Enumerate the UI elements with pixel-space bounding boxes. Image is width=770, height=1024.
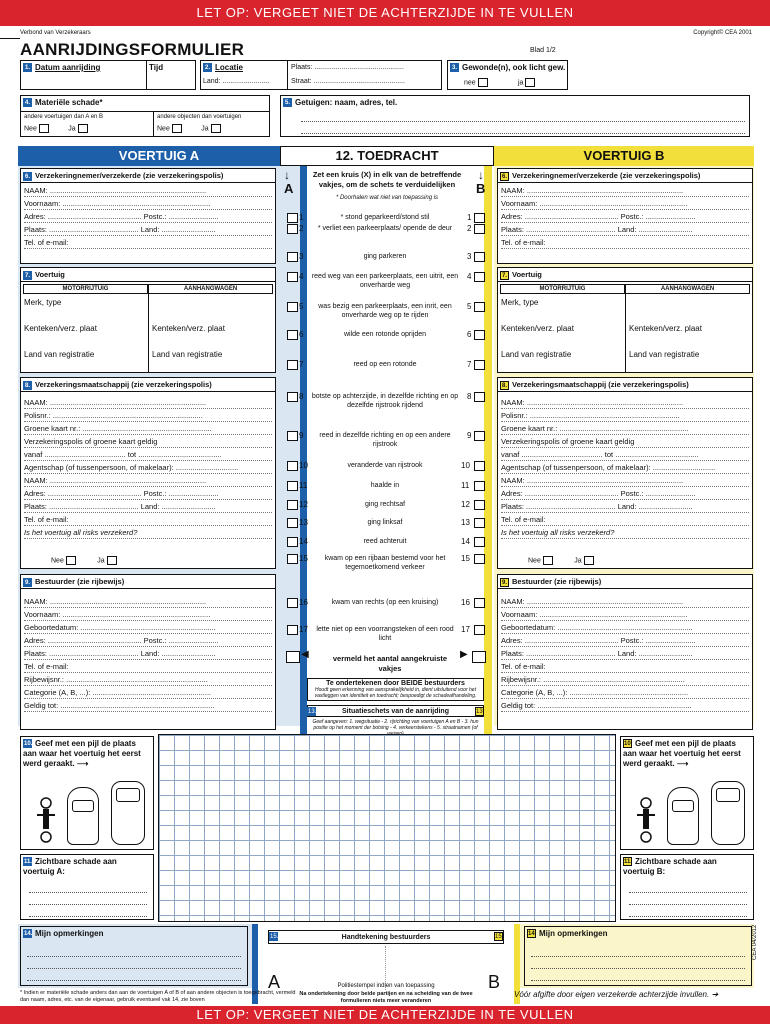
field-number: 15.: [270, 934, 279, 940]
circumstance-3-label: ging parkeren: [363, 253, 407, 260]
circumstance-2-label: * verliet een parkeerplaats/ opende de deur: [317, 225, 453, 232]
circumstance-5-label: was bezig een parkeerplaats, een inrit, een onverharde weg op te rijden: [318, 303, 452, 319]
a-allrisk-yes: Ja: [97, 557, 105, 565]
arrow-down-b-icon: ↓: [478, 168, 484, 182]
a-policyholder-label: Verzekeringnemer/verzekerde (zie verzekeringspolis): [35, 171, 224, 180]
a-ins-geldig: Verzekeringspolis of groene kaart geldig: [24, 435, 272, 448]
circumstance-9-a-checkbox[interactable]: [287, 431, 298, 441]
circumstance-number: 16: [299, 598, 308, 607]
circumstance-number: 17: [461, 625, 470, 634]
complete-back-text: Vóór afgifte door eigen verzekerde achterzijde invullen.: [514, 990, 710, 999]
field-number: 7.: [501, 272, 507, 279]
field-number: 9.: [501, 579, 507, 586]
police-stamp-label: Politiestempel indien van toepassing: [337, 983, 435, 989]
injured-yes-checkbox[interactable]: [525, 78, 535, 87]
circumstance-10-label: veranderde van rijstrook: [347, 462, 423, 469]
field-number: 11.: [624, 859, 633, 866]
circumstance-number: 16: [461, 598, 470, 607]
b-impact-point-section[interactable]: [620, 736, 754, 850]
b-ins-geldig: Verzekeringspolis of groene kaart geldig: [501, 435, 749, 448]
b-naam: NAAM: ...........................................................................: [501, 184, 749, 197]
vehicle-b-header: VOERTUIG B: [494, 146, 754, 166]
circumstance-number: 2: [467, 224, 472, 233]
circumstance-number: 12: [299, 500, 308, 509]
circumstance-13-b-checkbox[interactable]: [474, 518, 485, 528]
circumstance-16-label: kwam van rechts (op een kruising): [331, 599, 439, 606]
b-drv-rijbewijs: Rijbewijsnr.: ....................................................................: [501, 673, 749, 686]
field-date[interactable]: [20, 60, 196, 90]
field-number: 6.: [501, 173, 507, 180]
a-allrisk-yes-checkbox[interactable]: [107, 556, 117, 565]
circumstance-number: 13: [299, 518, 308, 527]
circumstance-number: 4: [299, 272, 304, 281]
circumstance-11-a-checkbox[interactable]: [287, 481, 298, 491]
b-visible-damage-label: Zichtbare schade aan voertuig B:: [623, 857, 717, 876]
damage-a-no-label: Nee: [24, 125, 37, 133]
b-trailer-header: AANHANGWAGEN: [625, 284, 750, 294]
field-number: 13.: [476, 709, 485, 715]
a-driver-label: Bestuurder (zie rijbewijs): [35, 577, 125, 586]
b-drv-voornaam: Voornaam: .......................................................................: [501, 608, 749, 621]
b-driver-section[interactable]: [497, 574, 753, 730]
circumstance-17-b-checkbox[interactable]: [474, 625, 485, 635]
a-drv-voornaam: Voornaam: .......................................................................: [24, 608, 272, 621]
a-ins-groene: Groene kaart nr.: ..............................................................: [24, 422, 272, 435]
damage-a-yes-label: Ja: [68, 125, 76, 133]
field-witnesses[interactable]: [280, 95, 750, 137]
b-vehicle-section[interactable]: [497, 267, 753, 373]
vehicle-a-header: VOERTUIG A: [18, 146, 300, 166]
b-trailer-kenteken: Kenteken/verz. plaat: [629, 324, 702, 333]
circumstance-5-a-checkbox[interactable]: [287, 302, 298, 312]
circumstance-15-a-checkbox[interactable]: [287, 554, 298, 564]
circumstance-7-label: reed op een rotonde: [353, 361, 417, 368]
circumstance-4-b-checkbox[interactable]: [474, 272, 485, 282]
circumstance-number: 5: [299, 302, 304, 311]
a-ins-polis: Polisnr.: ........................................................................: [24, 409, 272, 422]
field-injured[interactable]: [447, 60, 568, 90]
page-number: Blad 1/2: [530, 47, 556, 54]
a-ins-naam: NAAM: ...........................................................................: [24, 396, 272, 409]
a-ins-agent: Agentschap (of tussenpersoon, of makelaar): ..............................: [24, 461, 272, 474]
circumstance-8-a-checkbox[interactable]: [287, 392, 298, 402]
circumstance-10-a-checkbox[interactable]: [287, 461, 298, 471]
circumstance-15-b-checkbox[interactable]: [474, 554, 485, 564]
circumstance-11-b-checkbox[interactable]: [474, 481, 485, 491]
car-icon: [67, 787, 99, 845]
truck-icon: [711, 781, 745, 845]
b-insurer-label: Verzekeringsmaatschappij (zie verzekeringspolis): [512, 380, 689, 389]
b-impact-label: Geef met een pijl de plaats aan waar het voertuig het eerst werd geraakt.: [623, 739, 741, 768]
circumstance-1-b-checkbox[interactable]: [474, 213, 485, 223]
circumstance-number: 6: [299, 330, 304, 339]
b-ins-tel: Tel. of e-mail:: [501, 513, 749, 526]
b-allrisk-no: Nee: [528, 557, 541, 565]
circumstance-number: 2: [299, 224, 304, 233]
a-ins-naam2: NAAM: ...........................................................................: [24, 474, 272, 487]
b-tel: Tel. of e-mail:: [501, 236, 749, 249]
complete-back-notice: [514, 990, 718, 999]
a-ins-vanaf: vanaf ....................................... tot ........................................: [24, 448, 272, 461]
b-drv-geboorte: Geboortedatum: .................................................................: [501, 621, 749, 634]
circumstance-number: 15: [299, 554, 308, 563]
circumstance-9-b-checkbox[interactable]: [474, 431, 485, 441]
circumstance-1-label: * stond geparkeerd/stond stil: [340, 214, 430, 221]
a-impact-label: Geef met een pijl de plaats aan waar het voertuig het eerst werd geraakt.: [23, 739, 141, 768]
circumstance-7-b-checkbox[interactable]: [474, 360, 485, 370]
circumstance-8-b-checkbox[interactable]: [474, 392, 485, 402]
arrow-left-icon: ◀: [301, 649, 309, 660]
circumstance-11-label: haalde in: [370, 482, 400, 489]
a-drv-adres: Adres: ............................................. Postc.: ........................: [24, 634, 272, 647]
circumstance-number: 9: [299, 431, 304, 440]
field-number: 8.: [24, 382, 30, 389]
b-ins-naam2: NAAM: ...........................................................................: [501, 474, 749, 487]
b-plaats: Plaats: ........................................... Land: ..........................: [501, 223, 749, 236]
arrow-right-icon: ➔: [711, 990, 719, 999]
location-plaats: Plaats: ..............................................: [291, 64, 404, 71]
time-label: Tijd: [149, 63, 164, 72]
vertical-code: CEA 04/2012: [752, 924, 758, 960]
circumstance-17-a-checkbox[interactable]: [287, 625, 298, 635]
circumstance-16-b-checkbox[interactable]: [474, 598, 485, 608]
a-drv-plaats: Plaats: ........................................... Land: ..........................: [24, 647, 272, 660]
a-kenteken: Kenteken/verz. plaat: [24, 324, 97, 333]
circumstance-number: 17: [299, 625, 308, 634]
sign-both-label: Te ondertekenen door BEIDE bestuurders: [326, 680, 465, 687]
damage-a-yes-checkbox[interactable]: [78, 124, 88, 133]
b-remarks-section[interactable]: [524, 926, 752, 986]
field-number: 3.: [451, 65, 457, 72]
circumstance-number: 14: [299, 537, 308, 546]
b-voornaam: Voornaam: .......................................................................: [501, 197, 749, 210]
circumstances-note: * Doorhalen wat niet van toepassing is: [335, 195, 439, 201]
a-drv-geldig: Geldig tot: ..........................................................................: [24, 699, 272, 712]
a-tel: Tel. of e-mail:: [24, 236, 272, 249]
circumstance-13-label: ging linksaf: [367, 519, 403, 526]
signatures-header: [268, 930, 504, 944]
b-land-reg: Land van registratie: [501, 350, 572, 359]
circumstance-number: 9: [467, 431, 472, 440]
b-remarks-label: Mijn opmerkingen: [539, 929, 608, 938]
circumstance-number: 3: [467, 252, 472, 261]
a-vehicle-section[interactable]: [20, 267, 276, 373]
circumstance-6-b-checkbox[interactable]: [474, 330, 485, 340]
b-vehicle-label: Voertuig: [512, 270, 542, 279]
field-number: 8.: [501, 382, 507, 389]
field-number: 9.: [24, 579, 30, 586]
field-number: 11.: [24, 859, 33, 866]
a-insurer-label: Verzekeringsmaatschappij (zie verzekeringspolis): [35, 380, 212, 389]
circumstance-number: 4: [467, 272, 472, 281]
circumstances-instruction: Zet een kruis (X) in elk van de betreffende vakjes, om de schets te verduidelijken: [312, 170, 462, 189]
circumstance-9-label: reed in dezelfde richting en op een andere rijstrook: [319, 432, 451, 448]
circumstance-number: 7: [299, 360, 304, 369]
circumstance-number: 11: [299, 481, 308, 490]
circumstance-6-label: wilde een rotonde oprijden: [343, 331, 427, 338]
b-drv-tel: Tel. of e-mail:: [501, 660, 749, 673]
a-trailer-land-reg: Land van registratie: [152, 350, 223, 359]
total-count-label: vermeld het aantal aangekruiste vakjes: [332, 654, 448, 673]
circumstance-14-a-checkbox[interactable]: [287, 537, 298, 547]
b-motor-header: MOTORRIJTUIG: [500, 284, 625, 294]
circumstance-number: 10: [299, 461, 308, 470]
signature-a-label: A: [268, 972, 281, 992]
circumstances-title: 12. TOEDRACHT: [280, 146, 494, 166]
circumstance-number: 5: [467, 302, 472, 311]
circumstance-number: 3: [299, 252, 304, 261]
circumstance-2-a-checkbox[interactable]: [287, 224, 298, 234]
a-allrisk: Is het voertuig all risks verzekerd?: [24, 526, 272, 539]
b-drv-geldig: Geldig tot: ..........................................................................: [501, 699, 749, 712]
a-naam: NAAM: ...........................................................................: [24, 184, 272, 197]
circumstance-16-a-checkbox[interactable]: [287, 598, 298, 608]
circumstance-3-a-checkbox[interactable]: [287, 252, 298, 262]
a-drv-tel: Tel. of e-mail:: [24, 660, 272, 673]
field-number: 7.: [24, 272, 30, 279]
sketch-note: Geef aangeven: 1. wegsituatie - 2. rijrichting van voertuigen A en B - 3. hun positie op het moment der botsing - 4. verkeerstekens - 5. straatnamen (of: [312, 719, 479, 731]
b-merk: Merk, type: [501, 298, 539, 307]
a-ins-tel: Tel. of e-mail:: [24, 513, 272, 526]
b-allrisk: Is het voertuig all risks verzekerd?: [501, 526, 749, 539]
damage-b-yes-checkbox[interactable]: [211, 124, 221, 133]
a-land-reg: Land van registratie: [24, 350, 95, 359]
circumstance-7-a-checkbox[interactable]: [287, 360, 298, 370]
sign-note: Houdt geen erkenning van aansprakelijkheid in, dient uitsluitend voor het vastleggen van identiteit en toedracht; bespoedigt de schadeafhandeling.: [314, 687, 477, 699]
b-drv-adres: Adres: ............................................. Postc.: ........................: [501, 634, 749, 647]
circumstance-number: 1: [467, 213, 472, 222]
circumstance-14-b-checkbox[interactable]: [474, 537, 485, 547]
injured-yes-label: ja: [518, 79, 524, 87]
circumstance-number: 1: [299, 213, 304, 222]
field-number: 5.: [284, 100, 290, 107]
b-ins-polis: Polisnr.: ........................................................................: [501, 409, 749, 422]
total-count-b[interactable]: [472, 651, 486, 663]
circumstance-1-a-checkbox[interactable]: [287, 213, 298, 223]
a-trailer-kenteken: Kenteken/verz. plaat: [152, 324, 225, 333]
b-policyholder-section[interactable]: [497, 168, 753, 264]
total-count-a[interactable]: [286, 651, 300, 663]
location-land: Land: ........................: [203, 78, 270, 85]
circumstance-number: 12: [461, 500, 470, 509]
arrow-right-icon: ▶: [460, 649, 468, 660]
a-voornaam: Voornaam: .......................................................................: [24, 197, 272, 210]
b-drv-plaats: Plaats: ........................................... Land: ..........................: [501, 647, 749, 660]
circumstance-4-a-checkbox[interactable]: [287, 272, 298, 282]
a-remarks-label: Mijn opmerkingen: [35, 929, 104, 938]
circumstance-3-b-checkbox[interactable]: [474, 252, 485, 262]
b-allrisk-no-checkbox[interactable]: [543, 556, 553, 565]
damage-a-no-checkbox[interactable]: [39, 124, 49, 133]
b-driver-label: Bestuurder (zie rijbewijs): [512, 577, 602, 586]
bottom-warning-banner: LET OP: VERGEET NIET DE ACHTERZIJDE IN TE VULLEN: [0, 1006, 770, 1024]
circumstance-14-label: reed achteruit: [363, 538, 407, 545]
verbond-label: Verbond van Verzekeraars: [20, 30, 91, 36]
field-location[interactable]: [200, 60, 442, 90]
b-ins-groene: Groene kaart nr.: ..............................................................: [501, 422, 749, 435]
b-policyholder-label: Verzekeringnemer/verzekerde (zie verzekeringspolis): [512, 171, 701, 180]
car-icon: [667, 787, 699, 845]
a-drv-naam: NAAM: ...........................................................................: [24, 595, 272, 608]
location-label: Locatie: [215, 63, 244, 72]
sketch-header: [307, 705, 484, 717]
b-ins-naam: NAAM: ...........................................................................: [501, 396, 749, 409]
no-changes-notice: Na ondertekening door beide partijen en na scheiding van de twee formulieren niets meer veranderen: [299, 991, 473, 1004]
circumstance-number: 11: [461, 481, 470, 490]
a-policyholder-section[interactable]: [20, 168, 276, 264]
circumstance-number: 8: [299, 392, 304, 401]
circumstance-number: 6: [467, 330, 472, 339]
circumstance-number: 8: [467, 392, 472, 401]
signatures-label: Handtekening bestuurders: [341, 934, 431, 941]
circumstance-number: 7: [467, 360, 472, 369]
a-visible-damage-section[interactable]: [20, 854, 154, 920]
field-number: 13.: [308, 709, 317, 715]
circumstance-12-a-checkbox[interactable]: [287, 500, 298, 510]
circumstance-number: 10: [461, 461, 470, 470]
circumstance-number: 13: [461, 518, 470, 527]
a-driver-section[interactable]: [20, 574, 276, 730]
circumstance-12-b-checkbox[interactable]: [474, 500, 485, 510]
arrow-right-icon: ⟶: [76, 759, 89, 768]
b-kenteken: Kenteken/verz. plaat: [501, 324, 574, 333]
b-drv-categorie: Categorie (A, B, ...): .........................................................: [501, 686, 749, 699]
motorcycle-icon: [33, 797, 59, 843]
circumstance-15-label: kwam op een rijbaan bestemd voor het tegemoetkomend verkeer: [324, 555, 446, 571]
copyright: Copyright© CEA 2001: [693, 30, 752, 36]
a-allrisk-no-checkbox[interactable]: [66, 556, 76, 565]
circumstance-8-label: botste op achterzijde, in dezelfde richting en op dezelfde rijstrook rijdend: [311, 393, 459, 409]
motorcycle-icon: [633, 797, 659, 843]
a-drv-rijbewijs: Rijbewijsnr.: ....................................................................: [24, 673, 272, 686]
field-number: 4.: [24, 100, 30, 107]
b-ins-adres: Adres: ............................................. Postc.: ........................: [501, 487, 749, 500]
a-motor-header: MOTORRIJTUIG: [23, 284, 148, 294]
a-impact-point-section[interactable]: [20, 736, 154, 850]
field-number: 14.: [24, 931, 33, 938]
field-number: 10.: [24, 741, 33, 748]
circumstance-number: 15: [461, 554, 470, 563]
column-a-label: A: [284, 181, 294, 196]
a-adres: Adres: ............................................. Postc.: ........................: [24, 210, 272, 223]
injured-no-checkbox[interactable]: [478, 78, 488, 87]
a-ins-plaats: Plaats: ........................................... Land: ..........................: [24, 500, 272, 513]
injured-label: Gewonde(n), ook licht gew.: [462, 63, 566, 72]
a-drv-geboorte: Geboortedatum: .................................................................: [24, 621, 272, 634]
circumstance-6-a-checkbox[interactable]: [287, 330, 298, 340]
b-drv-naam: NAAM: ...........................................................................: [501, 595, 749, 608]
footnote: * Indien er materiële schade anders dan aan de voertuigen A of B of aan andere objecten is toegebracht, vermeld dan naam, adres, etc. van de eigenaar, gebruik eventueel vak 14, zie boven: [20, 990, 296, 1003]
circumstance-number: 14: [461, 537, 470, 546]
b-ins-vanaf: vanaf ....................................... tot ........................................: [501, 448, 749, 461]
sketch-label: Situatieschets van de aanrijding: [342, 708, 449, 715]
circumstance-2-b-checkbox[interactable]: [474, 224, 485, 234]
circumstance-13-a-checkbox[interactable]: [287, 518, 298, 528]
circumstance-10-b-checkbox[interactable]: [474, 461, 485, 471]
arrow-down-a-icon: ↓: [284, 168, 290, 182]
circumstance-4-label: reed weg van een parkeerplaats, een uitrit, een onverharde weg: [311, 273, 459, 289]
b-allrisk-yes: Ja: [574, 557, 582, 565]
damage-other-vehicles: andere voertuigen dan A en B: [24, 114, 104, 120]
date-label: Datum aanrijding: [35, 63, 101, 72]
a-insurer-section[interactable]: [20, 377, 276, 569]
page-title: AANRIJDINGSFORMULIER: [20, 40, 245, 59]
b-adres: Adres: ............................................. Postc.: ........................: [501, 210, 749, 223]
a-merk: Merk, type: [24, 298, 62, 307]
circumstance-5-b-checkbox[interactable]: [474, 302, 485, 312]
location-straat: Straat: ...............................................: [291, 78, 405, 85]
field-number: 10.: [624, 741, 633, 748]
arrow-right-icon: ⟶: [676, 759, 689, 768]
field-number: 14.: [528, 931, 537, 938]
witnesses-label: Getuigen: naam, adres, tel.: [295, 98, 398, 107]
b-allrisk-yes-checkbox[interactable]: [584, 556, 594, 565]
a-visible-damage-label: Zichtbare schade aan voertuig A:: [23, 857, 117, 876]
top-warning-banner: LET OP: VERGEET NIET DE ACHTERZIJDE IN TE VULLEN: [0, 0, 770, 26]
column-b-label: B: [476, 181, 486, 196]
field-number: 15.: [495, 934, 504, 940]
a-plaats: Plaats: ........................................... Land: ..........................: [24, 223, 272, 236]
a-ins-adres: Adres: ............................................. Postc.: ........................: [24, 487, 272, 500]
injured-no-label: nee: [464, 79, 476, 87]
field-number: 1.: [24, 65, 30, 72]
circumstance-12-label: ging rechtsaf: [364, 501, 406, 508]
signature-notice: [307, 678, 484, 701]
b-insurer-section[interactable]: [497, 377, 753, 569]
a-vehicle-label: Voertuig: [35, 270, 65, 279]
damage-b-yes-label: Ja: [201, 125, 209, 133]
damage-other-objects: andere objecten dan voertuigen: [157, 114, 242, 120]
a-allrisk-no: Nee: [51, 557, 64, 565]
b-trailer-land-reg: Land van registratie: [629, 350, 700, 359]
truck-icon: [111, 781, 145, 845]
field-material-damage[interactable]: [20, 95, 270, 137]
field-number: 2.: [204, 65, 210, 72]
b-ins-agent: Agentschap (of tussenpersoon, of makelaar): ..............................: [501, 461, 749, 474]
damage-b-no-label: Nee: [157, 125, 170, 133]
a-drv-categorie: Categorie (A, B, ...): .........................................................: [24, 686, 272, 699]
b-ins-plaats: Plaats: ........................................... Land: ..........................: [501, 500, 749, 513]
damage-b-no-checkbox[interactable]: [172, 124, 182, 133]
sketch-grid[interactable]: [158, 734, 616, 922]
signature-b-label: B: [488, 972, 501, 992]
a-remarks-section[interactable]: [20, 926, 248, 986]
circumstance-17-label: lette niet op een voorrangsteken of een rood licht: [316, 626, 454, 642]
a-trailer-header: AANHANGWAGEN: [148, 284, 273, 294]
field-number: 6.: [24, 173, 30, 180]
damage-label: Materiële schade*: [35, 98, 103, 107]
b-visible-damage-section[interactable]: [620, 854, 754, 920]
